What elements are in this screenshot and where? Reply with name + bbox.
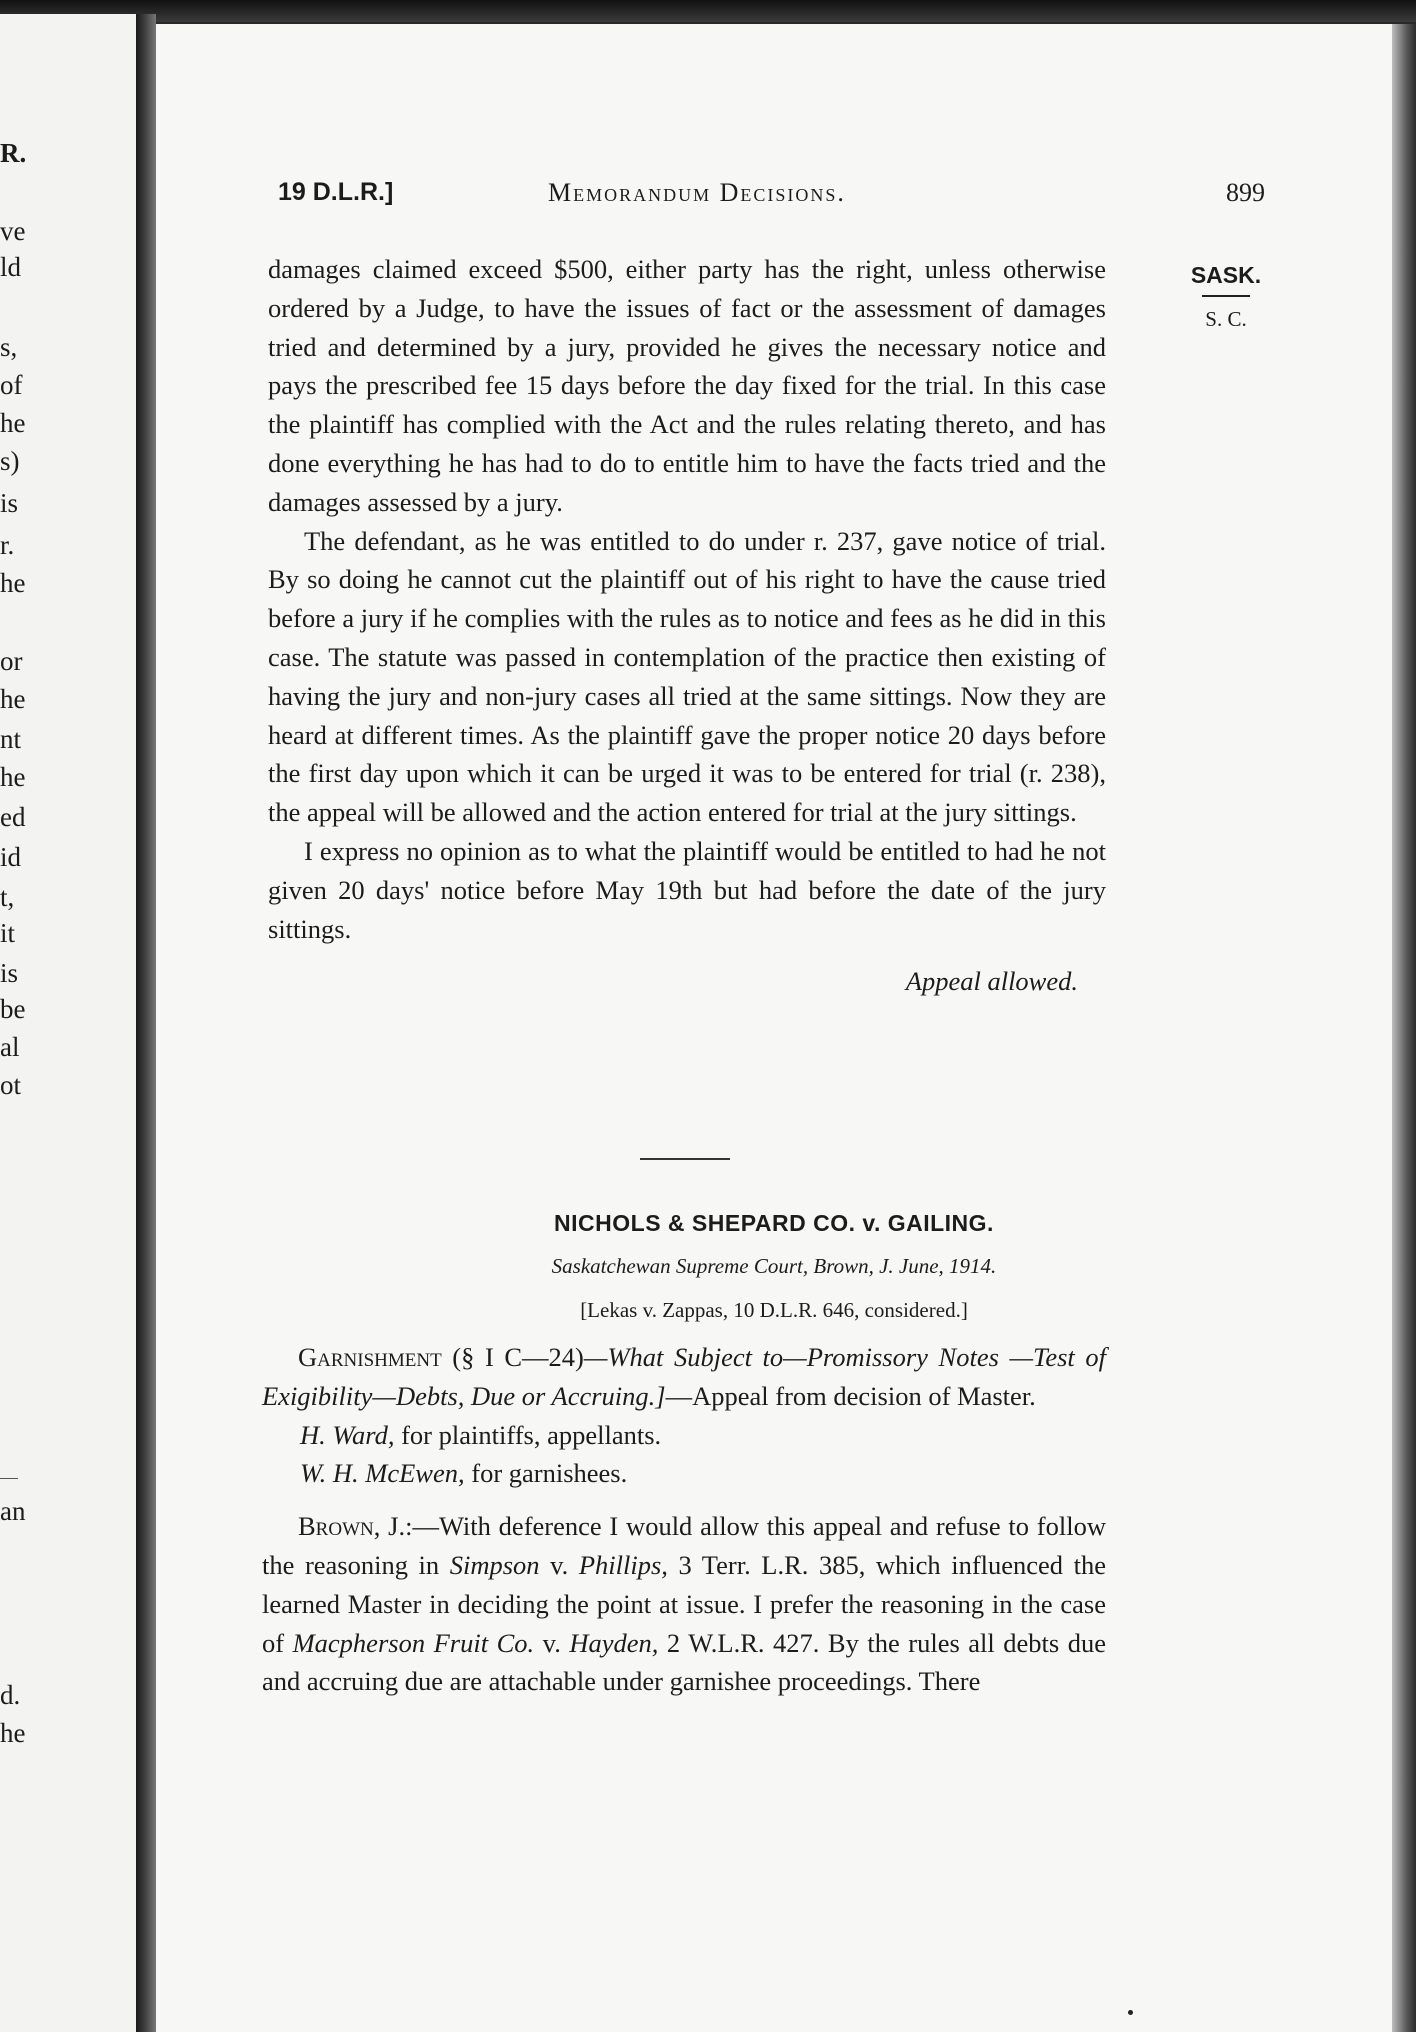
facing-page-fragment: he (0, 684, 26, 714)
facing-page-fragment: he (0, 1718, 26, 1748)
book-page (156, 24, 1392, 2032)
facing-page-fragment: or (0, 646, 23, 676)
margin-rule (1202, 295, 1250, 297)
facing-page-fragment: is (0, 958, 19, 988)
judgment-paragraph (262, 1507, 1106, 1701)
facing-page-fragment: s, (0, 332, 18, 362)
paragraph: damages claimed exceed $500, either party has the right, unless otherwise ordered by a Judge, to have the issues of fact or the assessment of damages tried and determined by a jury, provided he gives the necessary notice and pays the prescribed fee 15 days before the day fixed for the trial. In this case the plaintiff has complied with the Act and the rules relating thereto, and has done everything he has had to do to entitle him to have the facts tried and the damages assessed by a jury. (268, 254, 1106, 517)
facing-page-fragment: d. (0, 1680, 21, 1710)
facing-page-fragment: ed (0, 802, 26, 832)
facing-page-fragment: be (0, 994, 26, 1024)
case-body (262, 1338, 1106, 1701)
case-reference: Macpherson Fruit Co. (292, 1627, 535, 1658)
counsel-name: W. H. McEwen, (300, 1458, 465, 1489)
facing-page-fragment: he (0, 762, 26, 792)
headnote (262, 1338, 1106, 1416)
judgment-text: 2 W.L.R. 427. By the rules all debts due and accruing due are attachable under garnishee proceedings. There (262, 1627, 1107, 1697)
headnote-subject: —What Subject to—Promissory Notes —Test of Exigibility—Debts, Due or Accruing.] (262, 1342, 1106, 1411)
judgment-text: v. (539, 1549, 579, 1580)
page-edge (1392, 24, 1416, 2032)
counsel-line (262, 1416, 1106, 1455)
counsel-name: H. Ward, (300, 1419, 395, 1450)
paragraph: I express no opinion as to what the plaintiff would be entitled to had he not given 20 days' notice before May 19th but had before the date of the jury sittings. (268, 835, 1106, 944)
volume-label: 19 D.L.R.] (278, 178, 394, 206)
court-label: S. C. (1205, 307, 1247, 331)
continued-judgment (268, 250, 1106, 1000)
book-gutter (136, 14, 156, 2032)
running-head (156, 178, 1392, 212)
facing-page-fragment: it (0, 918, 16, 948)
court-line: Saskatchewan Supreme Court, Brown, J. June, 1914. (551, 1254, 997, 1278)
facing-page-fragment: he (0, 408, 26, 438)
headnote-ref: (§ I C—24) (441, 1342, 584, 1372)
facing-page-fragment: al (0, 1032, 20, 1062)
facing-page-rule (0, 1478, 18, 1479)
facing-page-fragment: r. (0, 530, 15, 560)
facing-page-fragment: R. (0, 138, 27, 168)
citation-line: [Lekas v. Zappas, 10 D.L.R. 646, considered.] (580, 1298, 968, 1322)
facing-page-fragment: ld (0, 252, 22, 282)
facing-page-edge (0, 14, 136, 2032)
facing-page-fragment: ve (0, 216, 26, 246)
facing-page-fragment: he (0, 568, 26, 598)
case-reference: Phillips, (578, 1549, 668, 1580)
print-speck (1128, 2010, 1133, 2015)
margin-note (1166, 262, 1286, 332)
judgment-text: :—With deference I would allow this appeal and refuse to follow the reasoning in (262, 1511, 1106, 1580)
counsel-role: for garnishees. (464, 1458, 628, 1489)
facing-page-fragment: an (0, 1496, 26, 1526)
judge-name: Brown, J. (298, 1511, 406, 1542)
facing-page-fragment: ot (0, 1070, 22, 1100)
section-title: Memorandum Decisions. (548, 178, 846, 207)
judgment-text: 3 Terr. L.R. 385, which influenced the learned Master in deciding the point at issue. I prefer the reasoning in the case of (262, 1549, 1106, 1658)
facing-page-fragment: t, (0, 882, 15, 912)
judgment-text: v. (534, 1627, 570, 1658)
page-number: 899 (1226, 178, 1265, 207)
case-reference: Simpson (449, 1549, 540, 1580)
section-divider (640, 1158, 730, 1160)
disposition: Appeal allowed. (905, 966, 1078, 997)
case-title: NICHOLS & SHEPARD CO. v. GAILING. (554, 1210, 994, 1236)
counsel-role: for plaintiffs, appellants. (394, 1419, 662, 1450)
case-reference: Hayden, (569, 1627, 659, 1658)
facing-page-fragment: id (0, 842, 22, 872)
spacer (262, 1493, 1106, 1507)
headnote-topic: Garnishment (298, 1342, 442, 1372)
facing-page-fragment: is (0, 488, 19, 518)
facing-page-fragment: s) (0, 446, 20, 476)
top-shadow (0, 0, 1416, 22)
headnote-rest: —Appeal from decision of Master. (665, 1380, 1036, 1411)
paragraph: The defendant, as he was entitled to do under r. 237, gave notice of trial. By so doing he cannot cut the plaintiff out of his right to have the cause tried before a jury if he complies with the rules as to notice and fees as he did in this case. The statute was passed in contemplation of the practice then existing of having the jury and non-jury cases all tried at the same sittings. Now they are heard at different times. As the plaintiff gave the proper notice 20 days before the first day upon which it can be urged it was to be entered for trial (r. 238), the appeal will be allowed and the action entered for trial at the jury sittings. (268, 525, 1106, 828)
counsel-line (262, 1454, 1106, 1493)
facing-page-fragment: of (0, 370, 23, 400)
province-label: SASK. (1190, 262, 1262, 288)
facing-page-fragment: nt (0, 724, 22, 754)
